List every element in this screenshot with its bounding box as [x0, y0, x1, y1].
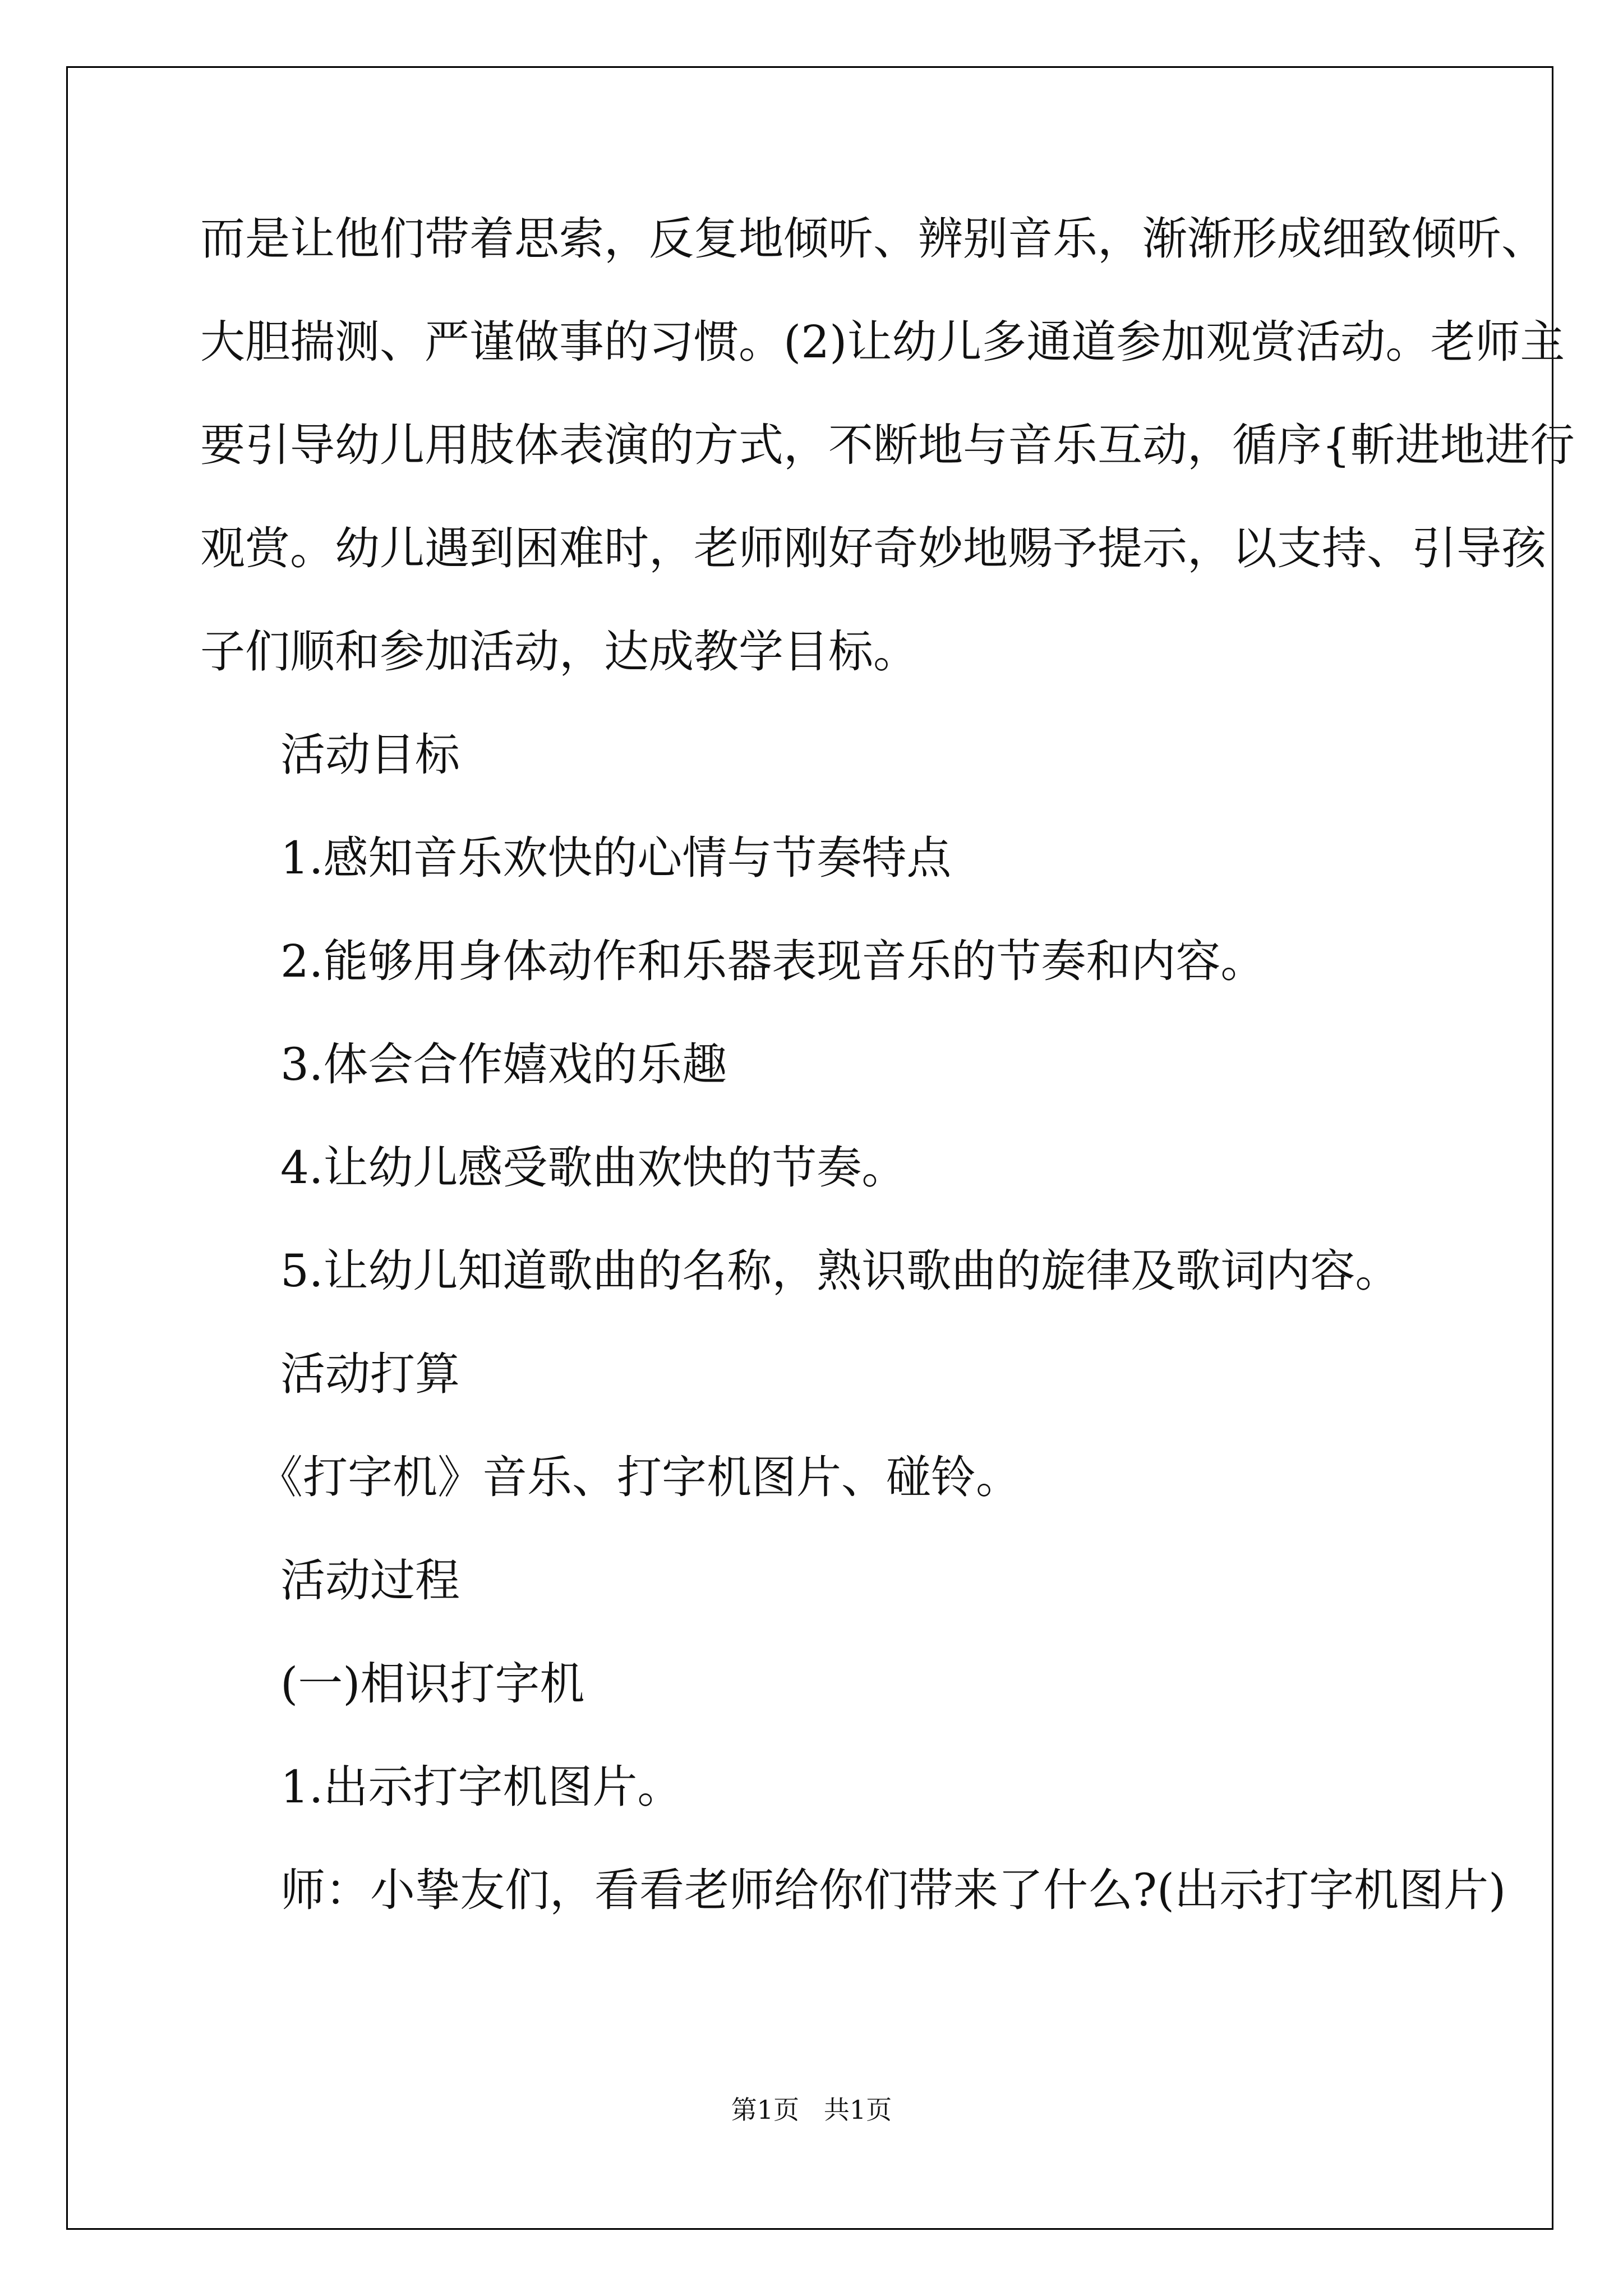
page-footer: 第1页 共1页 — [731, 2095, 892, 2125]
teacher-dialogue: 师：小挚友们，看看老师给你们带来了什么?(出示打字机图片) — [280, 1864, 1506, 1916]
goal-item-2: 2.能够用身体动作和乐器表现音乐的节奏和内容。 — [280, 935, 1266, 987]
paragraph-line: 要引导幼儿用肢体表演的方式，不断地与音乐互动，循序{斬进地进行 — [200, 419, 1575, 471]
goal-item-5: 5.让幼儿知道歌曲的名称，熟识歌曲的旋律及歌词内容。 — [280, 1245, 1400, 1297]
preparation-text: 《打字机》音乐、打字机图片、碰铃。 — [258, 1451, 1021, 1503]
paragraph-line: 子们顺和参加活动，达成教学目标。 — [200, 625, 918, 678]
goal-item-3: 3.体会合作嬉戏的乐趣 — [280, 1038, 727, 1091]
paragraph-line: 而是让他们带着思索，反复地倾听、辨别音乐，渐渐形成细致倾听、 — [200, 213, 1546, 265]
section-heading-preparation: 活动打算 — [280, 1348, 460, 1400]
goal-item-1: 1.感知音乐欢快的心情与节奏特点 — [280, 832, 952, 884]
process-subheading: (一)相识打字机 — [280, 1658, 585, 1710]
paragraph-line: 大胆揣测、严谨做事的习惯。(2)让幼儿多通道参加观赏活动。老师主 — [200, 316, 1565, 368]
paragraph-line: 观赏。幼儿遇到困难时，老师刚好奇妙地赐予提示，以支持、引导孩 — [200, 522, 1546, 574]
section-heading-process: 活动过程 — [280, 1554, 460, 1607]
goal-item-4: 4.让幼儿感受歌曲欢快的节奏。 — [280, 1142, 907, 1194]
section-heading-goals: 活动目标 — [280, 729, 460, 781]
process-step-1: 1.出示打字机图片。 — [280, 1761, 683, 1813]
